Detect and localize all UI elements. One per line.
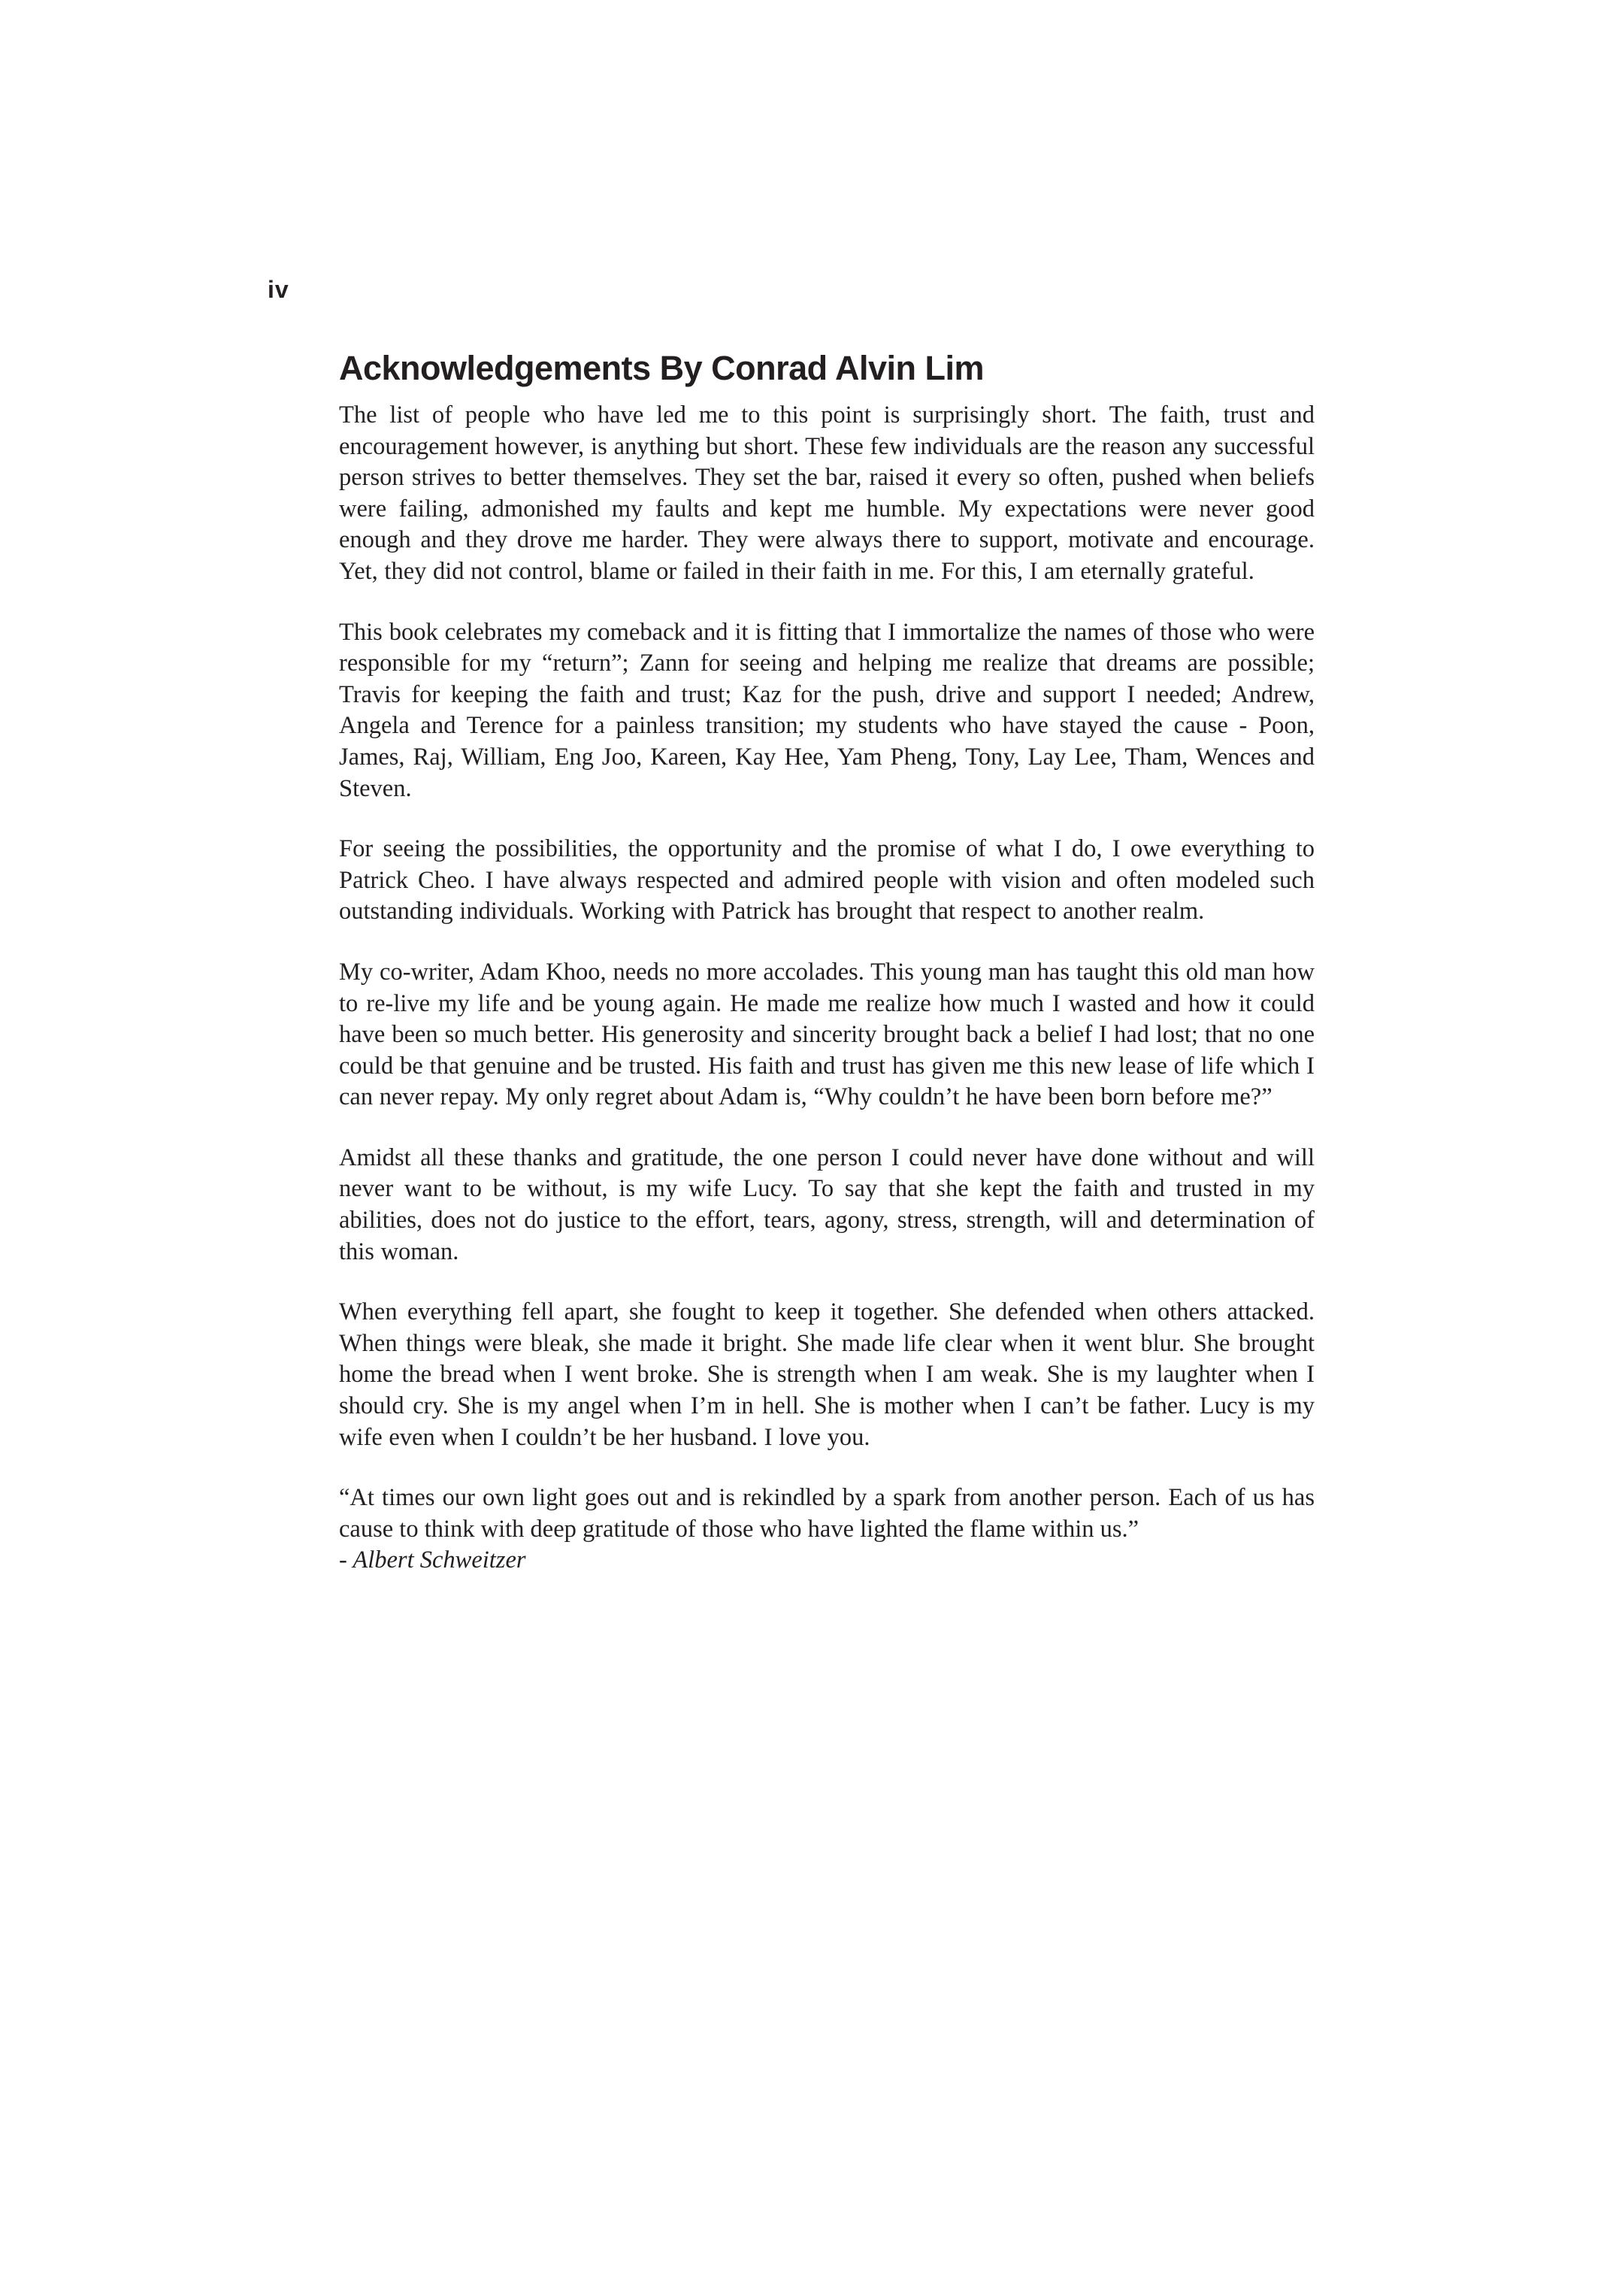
page-number: iv (268, 276, 289, 303)
closing-quote: “At times our own light goes out and is rekindled by a spark from another person. Each of us has cause to think with deep gratitude of those who have lighted the flame within us.” (339, 1484, 1315, 1543)
paragraph-wife-lucy: Amidst all these thanks and gratitude, the one person I could never have done without and will never want to be without, is my wife Lucy. To say that she kept the faith and trusted in my abilities, does not do justice to the effort, tears, agony, stress, strength, will and determination of this woman. (339, 1143, 1315, 1265)
paragraph-adam-khoo: My co-writer, Adam Khoo, needs no more accolades. This young man has taught this old man how to re-live my life and be young again. He made me realize how much I wasted and how it could have been so much better. His generosity and sincerity brought back a belief I had lost; that no one could be that genuine and be trusted. His faith and trust has given me this new lease of life which I can never repay. My only regret about Adam is, “Why couldn’t he have been born before me?” (339, 958, 1315, 1111)
paragraph-when-everything-fell-apart: When everything fell apart, she fought to keep it together. She defended when others attacked. When things were bleak, she made it bright. She made life clear when it went blur. She brought home the bread when I went broke. She is strength when I am weak. She is my laughter when I should cry. She is my angel when I’m in hell. She is mother when I can’t be father. Lucy is my wife even when I couldn’t be her husband. I love you. (339, 1298, 1315, 1451)
paragraph-patrick-cheo: For seeing the possibilities, the opportunity and the promise of what I do, I owe everything to Patrick Cheo. I have always respected and admired people with vision and often modeled such outstanding individuals. Working with Patrick has brought that respect to another realm. (339, 835, 1315, 925)
acknowledgements-section (339, 344, 1315, 1577)
page-title: Acknowledgements By Conrad Alvin Lim (339, 349, 984, 387)
quote-attribution: - Albert Schweitzer (339, 1546, 526, 1574)
paragraph-intro: The list of people who have led me to this point is surprisingly short. The faith, trust and encouragement however, is anything but short. These few individuals are the reason any successful person strives to better themselves. They set the bar, raised it every so often, pushed when beliefs were failing, admonished my faults and kept me humble. My expectations were never good enough and they drove me harder. They were always there to support, motivate and encourage. Yet, they did not control, blame or failed in their faith in me. For this, I am eternally grateful. (339, 401, 1315, 585)
paragraph-comeback: This book celebrates my comeback and it is fitting that I immortalize the names of those who were responsible for my “return”; Zann for seeing and helping me realize that dreams are possible; Travis for keeping the faith and trust; Kaz for the push, drive and support I needed; Andrew, Angela and Terence for a painless transition; my students who have stayed the cause - Poon, James, Raj, William, Eng Joo, Kareen, Kay Hee, Yam Pheng, Tony, Lay Lee, Tham, Wences and Steven. (339, 618, 1315, 802)
